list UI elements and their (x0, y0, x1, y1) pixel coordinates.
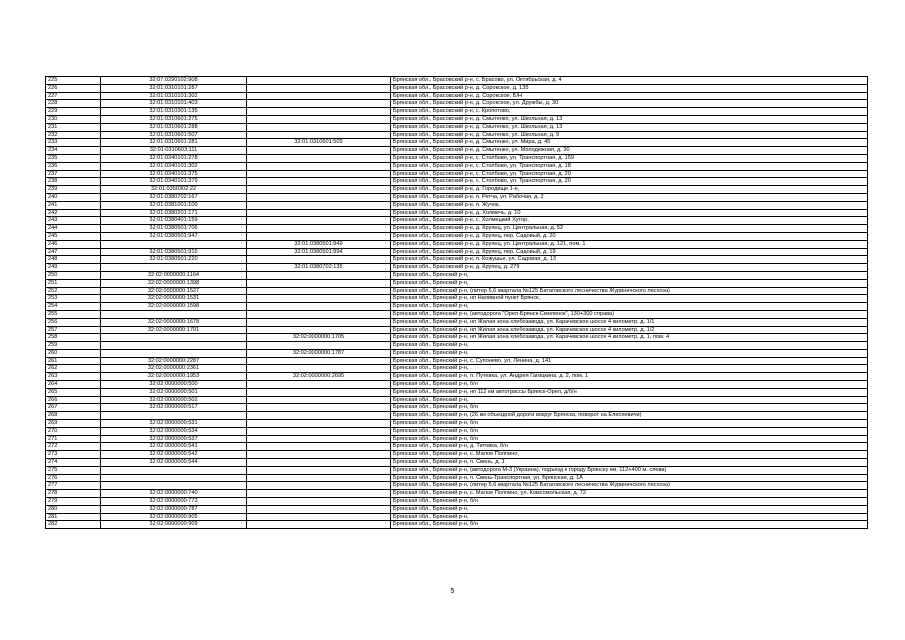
address-cell: Брянская обл., Брасовский р-н, д. Крупец, пер. Садовый, д. 19 (391, 248, 868, 256)
address-cell: Брянская обл., Брасовский р-н, д. Смытенко, ул. Мира, д. 45 (391, 139, 868, 147)
row-number-cell: 231 (46, 123, 101, 131)
cadastral-number-cell: 32:02:0000000:1398 (101, 279, 247, 287)
address-cell: Брянская обл., Брянский р-н, (391, 303, 868, 311)
table-row (46, 248, 868, 256)
table-row (46, 240, 868, 248)
cadastral-number-2-cell (247, 256, 391, 264)
table-row (46, 84, 868, 92)
row-number-cell: 256 (46, 318, 101, 326)
row-number-cell: 234 (46, 147, 101, 155)
cadastral-number-cell (101, 466, 247, 474)
cadastral-number-2-cell (247, 365, 391, 373)
cadastral-number-2-cell (247, 513, 391, 521)
table-row (46, 490, 868, 498)
address-cell: Брянская обл., Брянский р-н, п. Путевка, ул. Андрея Гагицкина, д. 2, пом. 1 (391, 373, 868, 381)
cadastral-number-cell: 32:01:0310603:111 (101, 147, 247, 155)
cadastral-number-2-cell (247, 451, 391, 459)
cadastral-number-cell: 32:02:0000000:1701 (101, 326, 247, 334)
table-row (46, 443, 868, 451)
row-number-cell: 282 (46, 521, 101, 529)
address-cell: Брянская обл., Брасовский р-н, д. Смытенко, ул. Школьная, д. 9 (391, 131, 868, 139)
cadastral-number-cell: 32:02:0000000:537 (101, 435, 247, 443)
row-number-cell: 264 (46, 381, 101, 389)
cadastral-number-2-cell (247, 271, 391, 279)
row-number-cell: 259 (46, 342, 101, 350)
row-number-cell: 228 (46, 100, 101, 108)
row-number-cell: 267 (46, 404, 101, 412)
address-cell: Брянская обл., Брянский р-н, (26 км объездной дороги вокруг Брянска, поворот на Елисеевичи) (391, 412, 868, 420)
address-cell: Брянская обл., Брянский р-н, с. Малое Полпино, (391, 451, 868, 459)
row-number-cell: 269 (46, 420, 101, 428)
cadastral-number-cell: 32:01:0350302:22 (101, 186, 247, 194)
table-row (46, 108, 868, 116)
cadastral-number-cell: 32:01:0340101:375 (101, 170, 247, 178)
cadastral-number-cell (101, 240, 247, 248)
cadastral-number-cell (101, 482, 247, 490)
address-cell: Брянская обл., Брасовский р-н, п. Ретча, ул. Рабочая, д. 2 (391, 193, 868, 201)
table-row (46, 170, 868, 178)
row-number-cell: 247 (46, 248, 101, 256)
cadastral-number-cell: 32:01:0380501:220 (101, 256, 247, 264)
table-row (46, 342, 868, 350)
cadastral-number-2-cell (247, 490, 391, 498)
row-number-cell: 236 (46, 162, 101, 170)
cadastral-number-cell: 32:02:0000000:517 (101, 404, 247, 412)
table-row (46, 521, 868, 529)
row-number-cell: 268 (46, 412, 101, 420)
address-cell: Брянская обл., Брасовский р-н, д. Сорокское, ул. Дружбы, д. 30 (391, 100, 868, 108)
table-row (46, 373, 868, 381)
cadastral-number-2-cell (247, 482, 391, 490)
address-cell: Брянская обл., Брасовский р-н, д. Смытенко, ул. Школьная, д. 13 (391, 123, 868, 131)
cadastral-number-2-cell: 32:01:0380702:135 (247, 264, 391, 272)
cadastral-number-2-cell (247, 131, 391, 139)
row-number-cell: 252 (46, 287, 101, 295)
table-row (46, 505, 868, 513)
address-cell: Брянская обл., Брянский р-н, (391, 505, 868, 513)
cadastral-number-cell: 32:02:0000000:1598 (101, 303, 247, 311)
cadastral-number-2-cell (247, 326, 391, 334)
cadastral-number-2-cell (247, 232, 391, 240)
address-cell: Брянская обл., Брянский р-н, б/н (391, 381, 868, 389)
row-number-cell: 255 (46, 310, 101, 318)
table-row (46, 92, 868, 100)
table-row (46, 225, 868, 233)
cadastral-number-2-cell (247, 388, 391, 396)
table-row (46, 318, 868, 326)
row-number-cell: 245 (46, 232, 101, 240)
table-row (46, 147, 868, 155)
cadastral-number-2-cell: 32:02:0000000:1705 (247, 334, 391, 342)
address-cell: Брянская обл., Брянский р-н, нп 112 км автотрассы Брянск-Орел, д/б/н (391, 388, 868, 396)
cadastral-number-cell: 32:01:0310101:302 (101, 92, 247, 100)
table-row (46, 209, 868, 217)
address-cell: Брянская обл., Брасовский р-н, д. Смытенко, ул. Молодежная, д. 30 (391, 147, 868, 155)
address-cell: Брянская обл., Брасовский р-н, д. Крупец, ул. Центральная, д. 121, пом. 1 (391, 240, 868, 248)
address-cell: Брянская обл., Брасовский р-н, д. Смытенко, ул. Школьная, д. 13 (391, 115, 868, 123)
address-cell: Брянская обл., Брянский р-н, (391, 342, 868, 350)
address-cell: Брянская обл., Брянский р-н, с. Супонево, ул. Ленина, д. 141 (391, 357, 868, 365)
cadastral-number-cell: 32:02:0000000:1678 (101, 318, 247, 326)
address-cell: Брянская обл., Брасовский р-н, с. Столбово, ул. Транспортная, д. 20 (391, 170, 868, 178)
cadastral-number-2-cell (247, 357, 391, 365)
table-row (46, 396, 868, 404)
address-cell: Брянская обл., Брасовский р-н, д. Крупец, д. 279 (391, 264, 868, 272)
cadastral-number-cell: 32:07:0290102:908 (101, 77, 247, 85)
table-row (46, 381, 868, 389)
table-row (46, 334, 868, 342)
row-number-cell: 239 (46, 186, 101, 194)
row-number-cell: 275 (46, 466, 101, 474)
cadastral-number-cell: 32:01:0340101:278 (101, 154, 247, 162)
cadastral-number-2-cell (247, 154, 391, 162)
cadastral-number-2-cell (247, 225, 391, 233)
table-row (46, 474, 868, 482)
address-cell: Брянская обл., Брасовский р-н, с. Холмецкий Хутор, (391, 217, 868, 225)
cadastral-number-cell: 32:02:0000000:787 (101, 505, 247, 513)
table-row (46, 193, 868, 201)
cadastral-number-2-cell (247, 108, 391, 116)
cadastral-number-cell (101, 349, 247, 357)
cadastral-number-cell: 32:02:0000000:1164 (101, 271, 247, 279)
address-cell: Брянская обл., Брянский р-н, (автодорога "Орел-Брянск-Смоленск", 130+300 справа) (391, 310, 868, 318)
table-row (46, 279, 868, 287)
row-number-cell: 232 (46, 131, 101, 139)
table-row (46, 295, 868, 303)
table-row (46, 201, 868, 209)
row-number-cell: 278 (46, 490, 101, 498)
address-cell: Брянская обл., Брасовский р-н, п. Кожушье, ул. Садовая, д. 13 (391, 256, 868, 264)
row-number-cell: 263 (46, 373, 101, 381)
address-cell: Брянская обл., Брянский р-н, б/н (391, 521, 868, 529)
address-cell: Брянская обл., Брасовский р-н, д. Крупец, ул. Центральная, д. 52 (391, 225, 868, 233)
cadastral-number-cell (101, 310, 247, 318)
cadastral-number-2-cell (247, 178, 391, 186)
table-row (46, 365, 868, 373)
row-number-cell: 238 (46, 178, 101, 186)
table-row (46, 466, 868, 474)
table-row (46, 256, 868, 264)
cadastral-number-2-cell (247, 466, 391, 474)
table-row (46, 131, 868, 139)
cadastral-number-2-cell (247, 84, 391, 92)
table-row (46, 427, 868, 435)
row-number-cell: 281 (46, 513, 101, 521)
table-row (46, 326, 868, 334)
table-row (46, 404, 868, 412)
cadastral-number-2-cell (247, 295, 391, 303)
cadastral-number-cell: 32:02:0000000:1953 (101, 373, 247, 381)
cadastral-number-2-cell (247, 287, 391, 295)
registry-table-body (46, 77, 868, 529)
table-row (46, 435, 868, 443)
row-number-cell: 229 (46, 108, 101, 116)
row-number-cell: 250 (46, 271, 101, 279)
row-number-cell: 237 (46, 170, 101, 178)
address-cell: Брянская обл., Брянский р-н, нп Жилая зона хлебозавода, ул. Карачевское шоссе 4 километр, д. 1, пом. 4 (391, 334, 868, 342)
registry-table (45, 76, 868, 529)
cadastral-number-cell: 32:02:0000000:773 (101, 498, 247, 506)
cadastral-number-2-cell (247, 217, 391, 225)
cadastral-number-2-cell (247, 427, 391, 435)
table-row (46, 303, 868, 311)
cadastral-number-cell (101, 412, 247, 420)
table-row (46, 162, 868, 170)
table-row (46, 186, 868, 194)
cadastral-number-cell (101, 264, 247, 272)
row-number-cell: 246 (46, 240, 101, 248)
cadastral-number-cell: 32:02:0000000:531 (101, 420, 247, 428)
cadastral-number-2-cell (247, 396, 391, 404)
table-row (46, 123, 868, 131)
table-row (46, 264, 868, 272)
table-row (46, 139, 868, 147)
cadastral-number-2-cell (247, 147, 391, 155)
cadastral-number-2-cell (247, 100, 391, 108)
address-cell: Брянская обл., Брасовский р-н, д. Сорокское, Б/Н (391, 92, 868, 100)
table-row (46, 349, 868, 357)
row-number-cell: 226 (46, 84, 101, 92)
cadastral-number-2-cell (247, 443, 391, 451)
cadastral-number-cell: 32:02:0000000:905 (101, 513, 247, 521)
cadastral-number-2-cell (247, 170, 391, 178)
cadastral-number-cell: 32:01:0310601:288 (101, 123, 247, 131)
address-cell: Брянская обл., Брянский р-н, (литер 5,6 квартала №125 Батаговского лесничества Журиничского лесхоза) (391, 287, 868, 295)
address-cell: Брянская обл., Брянский р-н, б/н (391, 427, 868, 435)
cadastral-number-2-cell (247, 474, 391, 482)
row-number-cell: 254 (46, 303, 101, 311)
table-row (46, 217, 868, 225)
cadastral-number-2-cell (247, 420, 391, 428)
address-cell: Брянская обл., Брянский р-н, нп Жилая зона хлебозавода, ул. Карачевское шоссе 4 километр, д. 1/2 (391, 326, 868, 334)
cadastral-number-2-cell (247, 303, 391, 311)
cadastral-number-cell: 32:02:0000000:542 (101, 451, 247, 459)
cadastral-number-cell: 32:01:0310601:507 (101, 131, 247, 139)
cadastral-number-cell: 32:01:0310101:403 (101, 100, 247, 108)
row-number-cell: 249 (46, 264, 101, 272)
row-number-cell: 279 (46, 498, 101, 506)
row-number-cell: 258 (46, 334, 101, 342)
cadastral-number-2-cell (247, 459, 391, 467)
address-cell: Брянская обл., Брянский р-н, б/н (391, 420, 868, 428)
row-number-cell: 230 (46, 115, 101, 123)
row-number-cell: 277 (46, 482, 101, 490)
table-row (46, 115, 868, 123)
table-row (46, 154, 868, 162)
cadastral-number-cell: 32:01:0310301:135 (101, 108, 247, 116)
cadastral-number-cell: 32:01:0380201:171 (101, 209, 247, 217)
row-number-cell: 257 (46, 326, 101, 334)
cadastral-number-cell: 32:02:0000000:500 (101, 381, 247, 389)
cadastral-number-2-cell (247, 115, 391, 123)
cadastral-number-cell: 32:02:0000000:2361 (101, 365, 247, 373)
address-cell: Брянская обл., Брянский р-н, с. Малое Полпино, ул. Комсомольская, д. 72 (391, 490, 868, 498)
cadastral-number-2-cell: 32:01:0380501:949 (247, 240, 391, 248)
table-row (46, 420, 868, 428)
row-number-cell: 261 (46, 357, 101, 365)
cadastral-number-2-cell (247, 92, 391, 100)
row-number-cell: 244 (46, 225, 101, 233)
address-cell: Брянская обл., Брасовский р-н, с. Столбово, ул. Транспортная, д. 20 (391, 178, 868, 186)
table-row (46, 232, 868, 240)
cadastral-number-cell (101, 334, 247, 342)
cadastral-number-cell: 32:01:0381001:100 (101, 201, 247, 209)
cadastral-number-cell: 32:01:0380501:947 (101, 232, 247, 240)
row-number-cell: 233 (46, 139, 101, 147)
address-cell: Брянская обл., Брянский р-н, (391, 396, 868, 404)
table-row (46, 178, 868, 186)
cadastral-number-2-cell: 32:02:0000000:2695 (247, 373, 391, 381)
cadastral-number-cell: 32:02:0000000:2287 (101, 357, 247, 365)
cadastral-number-cell: 32:01:0340101:379 (101, 178, 247, 186)
cadastral-number-cell: 32:02:0000000:534 (101, 427, 247, 435)
cadastral-number-cell: 32:02:0000000:1527 (101, 287, 247, 295)
table-row (46, 459, 868, 467)
table-row (46, 451, 868, 459)
cadastral-number-2-cell (247, 162, 391, 170)
cadastral-number-2-cell (247, 318, 391, 326)
cadastral-number-cell: 32:02:0000000:541 (101, 443, 247, 451)
cadastral-number-2-cell (247, 310, 391, 318)
row-number-cell: 248 (46, 256, 101, 264)
address-cell: Брянская обл., Брянский р-н, (литер 5,6 квартала №125 Батаговского лесничества Журиничского лесхоза) (391, 482, 868, 490)
address-cell: Брянская обл., Брасовский р-н, п. Жучок, (391, 201, 868, 209)
cadastral-number-cell: 32:01:0310601:275 (101, 115, 247, 123)
row-number-cell: 265 (46, 388, 101, 396)
cadastral-number-cell: 32:01:0310101:287 (101, 84, 247, 92)
row-number-cell: 241 (46, 201, 101, 209)
cadastral-number-2-cell: 32:02:0000000:1787 (247, 349, 391, 357)
table-row (46, 388, 868, 396)
cadastral-number-cell: 32:01:0380702:167 (101, 193, 247, 201)
address-cell: Брянская обл., Брянский р-н, б/н (391, 498, 868, 506)
cadastral-number-2-cell (247, 505, 391, 513)
address-cell: Брянская обл., Брасовский р-н, с. Кропотово, (391, 108, 868, 116)
row-number-cell: 270 (46, 427, 101, 435)
cadastral-number-2-cell: 32:01:0310601:509 (247, 139, 391, 147)
row-number-cell: 262 (46, 365, 101, 373)
table-row (46, 77, 868, 85)
address-cell: Брянская обл., Брянский р-н, б/н (391, 435, 868, 443)
table-row (46, 271, 868, 279)
table-row (46, 482, 868, 490)
cadastral-number-2-cell (247, 498, 391, 506)
address-cell: Брянская обл., Брянский р-н, д. Титовка, б/н (391, 443, 868, 451)
row-number-cell: 240 (46, 193, 101, 201)
row-number-cell: 243 (46, 217, 101, 225)
cadastral-number-cell: 32:01:0380501:706 (101, 225, 247, 233)
cadastral-number-cell: 32:01:0340101:302 (101, 162, 247, 170)
row-number-cell: 272 (46, 443, 101, 451)
row-number-cell: 227 (46, 92, 101, 100)
address-cell: Брянская обл., Брасовский р-н, д. Холмечь, д. 10 (391, 209, 868, 217)
row-number-cell: 235 (46, 154, 101, 162)
address-cell: Брянская обл., Брасовский р-н, с. Столбово, ул. Транспортная, д. 159 (391, 154, 868, 162)
cadastral-number-2-cell (247, 201, 391, 209)
cadastral-number-2-cell (247, 193, 391, 201)
table-row (46, 357, 868, 365)
table-row (46, 412, 868, 420)
address-cell: Брянская обл., Брасовский р-н, д. Городище 1-е, (391, 186, 868, 194)
address-cell: Брянская обл., Брянский р-н, (391, 513, 868, 521)
cadastral-number-cell: 32:01:0310601:281 (101, 139, 247, 147)
table-row (46, 310, 868, 318)
cadastral-number-2-cell (247, 342, 391, 350)
cadastral-number-2-cell: 32:01:0380501:994 (247, 248, 391, 256)
cadastral-number-2-cell (247, 279, 391, 287)
cadastral-number-cell (101, 342, 247, 350)
address-cell: Брянская обл., Брянский р-н, (391, 365, 868, 373)
cadastral-number-cell: 32:02:0000000:502 (101, 396, 247, 404)
address-cell: Брянская обл., Брянский р-н, (391, 271, 868, 279)
address-cell: Брянская обл., Брянский р-н, нп Жилая зона хлебозавода, ул. Карачевское шоссе 4 километр, д. 1/1 (391, 318, 868, 326)
address-cell: Брянская обл., Брасовский р-н, д. Крупец, пер. Садовый, д. 20 (391, 232, 868, 240)
table-row (46, 498, 868, 506)
row-number-cell: 253 (46, 295, 101, 303)
cadastral-number-cell: 32:02:0000000:740 (101, 490, 247, 498)
address-cell: Брянская обл., Брянский р-н, п. Свень-Транспортная, ул. Брянская, д. 1А (391, 474, 868, 482)
table-row (46, 513, 868, 521)
cadastral-number-2-cell (247, 381, 391, 389)
row-number-cell: 266 (46, 396, 101, 404)
cadastral-number-cell (101, 474, 247, 482)
address-cell: Брянская обл., Брасовский р-н, с. Столбово, ул. Транспортная, д. 18 (391, 162, 868, 170)
row-number-cell: 271 (46, 435, 101, 443)
cadastral-number-2-cell (247, 77, 391, 85)
cadastral-number-2-cell (247, 209, 391, 217)
row-number-cell: 273 (46, 451, 101, 459)
address-cell: Брянская обл., Брянский р-н, (автодорога М-3 (Украина), подъезд к городу Брянску км. 112+400 м. слева) (391, 466, 868, 474)
cadastral-number-cell: 32:02:0000000:544 (101, 459, 247, 467)
table-row (46, 100, 868, 108)
row-number-cell: 260 (46, 349, 101, 357)
address-cell: Брянская обл., Брянский р-н, п. Свень, д. 1 (391, 459, 868, 467)
row-number-cell: 280 (46, 505, 101, 513)
address-cell: Брянская обл., Брянский р-н, нп Наливной пункт Брянск, (391, 295, 868, 303)
cadastral-number-cell: 32:02:0000000:1531 (101, 295, 247, 303)
cadastral-number-cell: 32:02:0000000:501 (101, 388, 247, 396)
cadastral-number-2-cell (247, 186, 391, 194)
address-cell: Брянская обл., Брянский р-н, (391, 349, 868, 357)
cadastral-number-2-cell (247, 435, 391, 443)
cadastral-number-cell: 32:01:0380501:915 (101, 248, 247, 256)
row-number-cell: 225 (46, 77, 101, 85)
cadastral-number-2-cell (247, 123, 391, 131)
cadastral-number-2-cell (247, 412, 391, 420)
address-cell: Брянская обл., Брасовский р-н, д. Сорокское, д. 135 (391, 84, 868, 92)
row-number-cell: 242 (46, 209, 101, 217)
cadastral-number-cell: 32:01:0380401:159 (101, 217, 247, 225)
table-row (46, 287, 868, 295)
address-cell: Брянская обл., Брянский р-н, (391, 279, 868, 287)
row-number-cell: 251 (46, 279, 101, 287)
cadastral-number-2-cell (247, 521, 391, 529)
page-number: 5 (450, 588, 455, 595)
address-cell: Брянская обл., Брасовский р-н, с. Брасово, ул. Октябрьская, д. 4 (391, 77, 868, 85)
row-number-cell: 274 (46, 459, 101, 467)
cadastral-number-cell: 32:02:0000000:909 (101, 521, 247, 529)
cadastral-number-2-cell (247, 404, 391, 412)
row-number-cell: 276 (46, 474, 101, 482)
address-cell: Брянская обл., Брянский р-н, б/н (391, 404, 868, 412)
